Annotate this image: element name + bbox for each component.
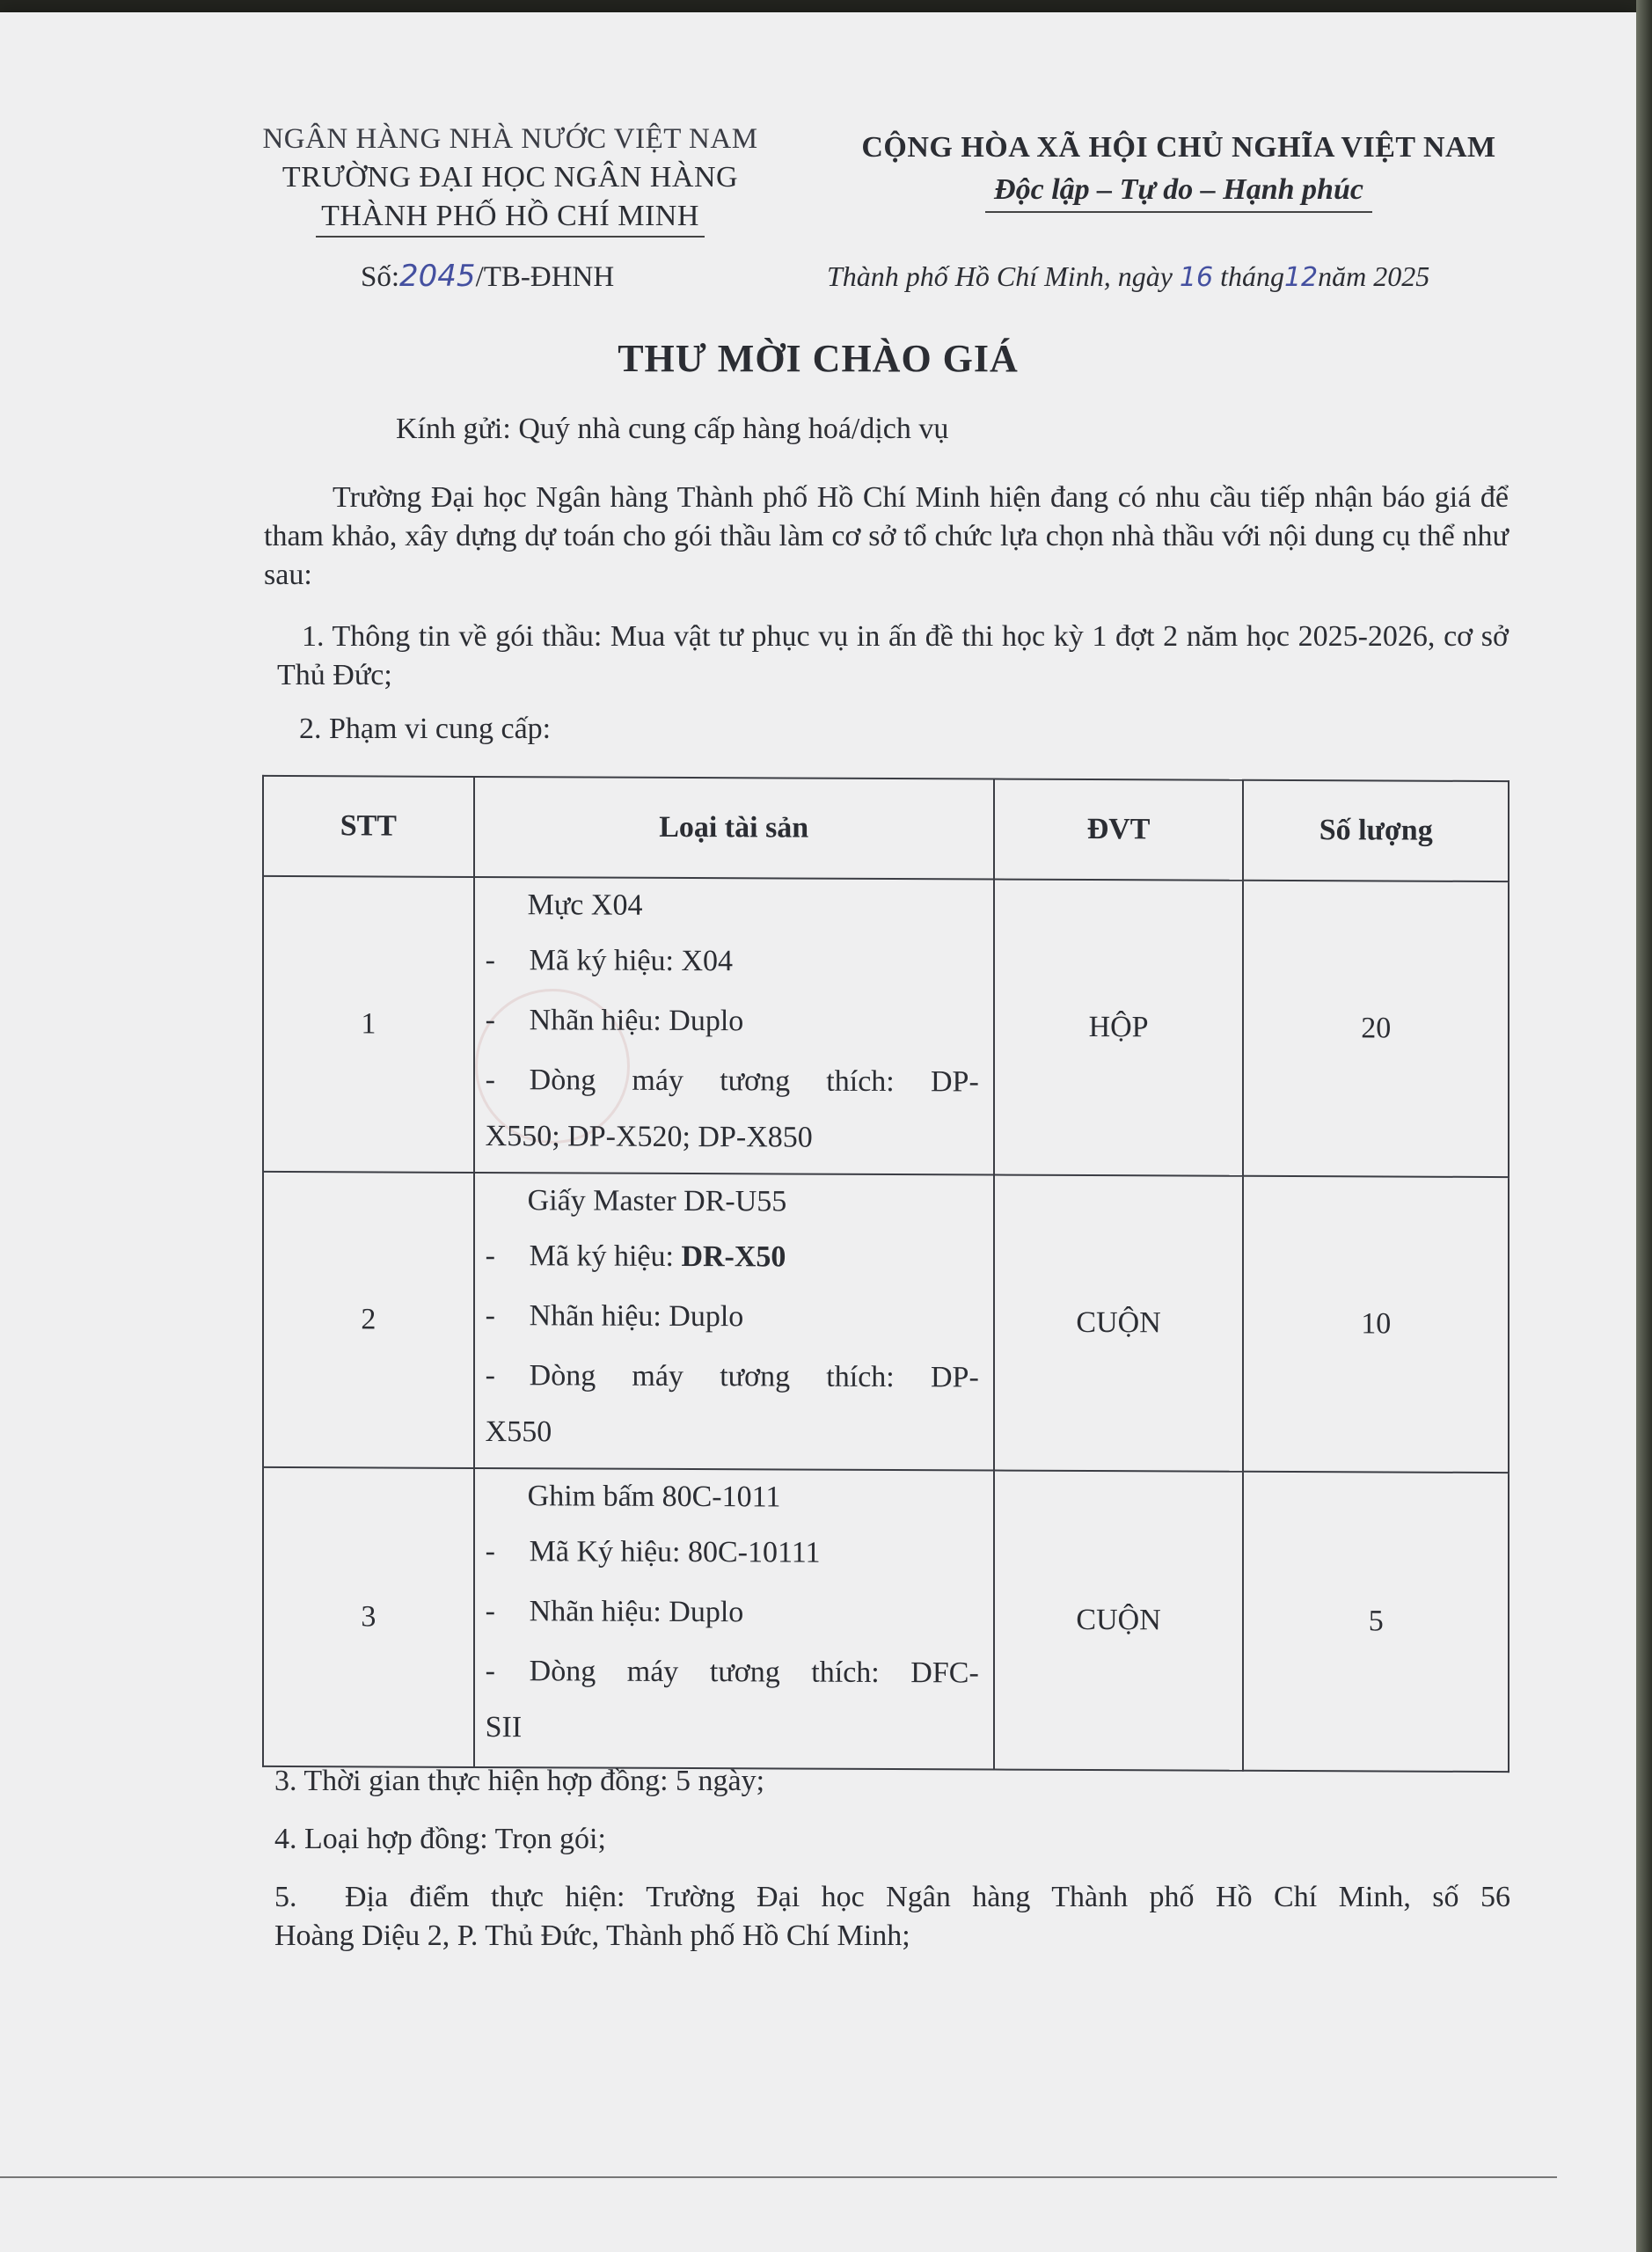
item-3-duration: 3. Thời gian thực hiện hợp đồng: 5 ngày; bbox=[274, 1765, 765, 1797]
issuer-line-3: THÀNH PHỐ HỒ CHÍ MINH bbox=[316, 197, 705, 238]
date-text-1: Thành phố Hồ Chí Minh, ngày bbox=[827, 260, 1180, 292]
row-description bbox=[474, 877, 994, 1175]
date-line bbox=[827, 260, 1429, 293]
photo-right-edge bbox=[1636, 0, 1652, 2252]
date-text-3: năm 2025 bbox=[1318, 260, 1430, 292]
issuer-line-1: NGÂN HÀNG NHÀ NƯỚC VIỆT NAM bbox=[262, 123, 758, 155]
bullet-dash: - bbox=[485, 1239, 495, 1273]
item-compat-cont: X550 bbox=[485, 1415, 552, 1449]
row-stt: 1 bbox=[263, 876, 474, 1173]
item-code-label: Mã ký hiệu: bbox=[529, 1239, 682, 1273]
doc-number-suffix: /TB-ĐHNH bbox=[475, 261, 615, 293]
item-brand: Nhãn hiệu: Duplo bbox=[529, 1595, 744, 1629]
row-quantity: 5 bbox=[1243, 1472, 1509, 1772]
item-compat: Dòng máy tương thích: DP- bbox=[529, 1064, 979, 1099]
document-title: THƯ MỜI CHÀO GIÁ bbox=[618, 337, 1019, 380]
date-text-2: tháng bbox=[1213, 260, 1284, 292]
header-stt: STT bbox=[263, 776, 474, 877]
item-5-text: Địa điểm thực hiện: Trường Đại học Ngân hàng Thành phố Hồ Chí Minh, số 56 bbox=[345, 1881, 1510, 1913]
header-unit: ĐVT bbox=[994, 779, 1244, 881]
table-row bbox=[263, 876, 1509, 1177]
item-2-scope: 2. Phạm vi cung cấp: bbox=[299, 713, 552, 745]
item-compat-cont: X550; DP-X520; DP-X850 bbox=[485, 1120, 813, 1154]
date-month-handwritten: 12 bbox=[1283, 262, 1319, 293]
bullet-dash: - bbox=[485, 1359, 495, 1393]
row-stt: 2 bbox=[263, 1172, 474, 1468]
date-day-handwritten: 16 bbox=[1179, 262, 1214, 293]
document-page bbox=[0, 12, 1636, 2252]
item-brand: Nhãn hiệu: Duplo bbox=[529, 1004, 744, 1038]
doc-number-handwritten: 2045 bbox=[399, 259, 476, 294]
item-4-contract-type: 4. Loại hợp đồng: Trọn gói; bbox=[274, 1823, 606, 1855]
row-unit: HỘP bbox=[994, 880, 1244, 1176]
item-name: Mực X04 bbox=[527, 888, 643, 922]
supply-scope-table bbox=[262, 775, 1509, 1773]
table-row bbox=[263, 1172, 1509, 1473]
issuer-line-2: TRƯỜNG ĐẠI HỌC NGÂN HÀNG bbox=[281, 161, 739, 194]
intro-paragraph: Trường Đại học Ngân hàng Thành phố Hồ Chí Minh hiện đang có nhu cầu tiếp nhận báo giá để tham khảo, xây dựng dự toán cho gói thầu làm cơ sở tổ chức lựa chọn nhà thầu với nội dung cụ thể như sau: bbox=[264, 481, 1509, 591]
document-number bbox=[361, 259, 614, 294]
item-compat-cont: SII bbox=[485, 1711, 523, 1744]
table-header-row bbox=[263, 776, 1509, 881]
row-quantity: 20 bbox=[1243, 881, 1509, 1177]
item-code: Mã Ký hiệu: 80C-10111 bbox=[529, 1535, 821, 1569]
header-asset-type: Loại tài sản bbox=[474, 777, 994, 880]
item-compat: Dòng máy tương thích: DP- bbox=[529, 1359, 979, 1394]
bullet-dash: - bbox=[485, 1064, 495, 1097]
row-unit: CUỘN bbox=[994, 1175, 1244, 1472]
bullet-dash: - bbox=[485, 1595, 495, 1628]
item-name: Giấy Master DR-U55 bbox=[527, 1184, 787, 1218]
item-5-continuation: Hoàng Diệu 2, P. Thủ Đức, Thành phố Hồ Chí Minh; bbox=[274, 1919, 910, 1952]
national-motto: Độc lập – Tự do – Hạnh phúc bbox=[985, 169, 1372, 213]
table-row bbox=[263, 1467, 1509, 1772]
bullet-dash: - bbox=[485, 944, 495, 977]
row-description bbox=[474, 1468, 994, 1770]
header-quantity: Số lượng bbox=[1243, 780, 1509, 881]
row-quantity: 10 bbox=[1243, 1176, 1509, 1473]
row-stt: 3 bbox=[263, 1467, 474, 1767]
doc-number-prefix: Số: bbox=[361, 261, 400, 293]
item-brand: Nhãn hiệu: Duplo bbox=[529, 1299, 744, 1334]
bullet-dash: - bbox=[485, 1535, 495, 1568]
bullet-dash: - bbox=[485, 1299, 495, 1333]
salutation: Kính gửi: Quý nhà cung cấp hàng hoá/dịch vụ bbox=[396, 413, 949, 445]
issuer-block bbox=[238, 120, 783, 238]
row-description bbox=[474, 1173, 994, 1471]
item-compat: Dòng máy tương thích: DFC- bbox=[529, 1655, 979, 1690]
row-unit: CUỘN bbox=[994, 1471, 1244, 1771]
bullet-dash: - bbox=[485, 1004, 495, 1037]
item-5-number: 5. bbox=[274, 1881, 297, 1913]
item-code: Mã ký hiệu: X04 bbox=[529, 944, 733, 978]
item-name: Ghim bấm 80C-1011 bbox=[527, 1480, 781, 1514]
national-title: CỘNG HÒA XÃ HỘI CHỦ NGHĨA VIỆT NAM bbox=[861, 131, 1496, 164]
item-5-location bbox=[274, 1881, 1510, 1953]
item-code-value: DR-X50 bbox=[681, 1239, 786, 1274]
bullet-dash: - bbox=[485, 1655, 495, 1688]
item-1-package-info: 1. Thông tin về gói thầu: Mua vật tư phục vụ in ấn đề thi học kỳ 1 đợt 2 năm học 2025-2026, cơ sở Thủ Đức; bbox=[277, 620, 1509, 691]
bottom-rule bbox=[0, 2176, 1557, 2178]
item-code bbox=[530, 1226, 979, 1288]
national-motto-block bbox=[827, 127, 1531, 213]
